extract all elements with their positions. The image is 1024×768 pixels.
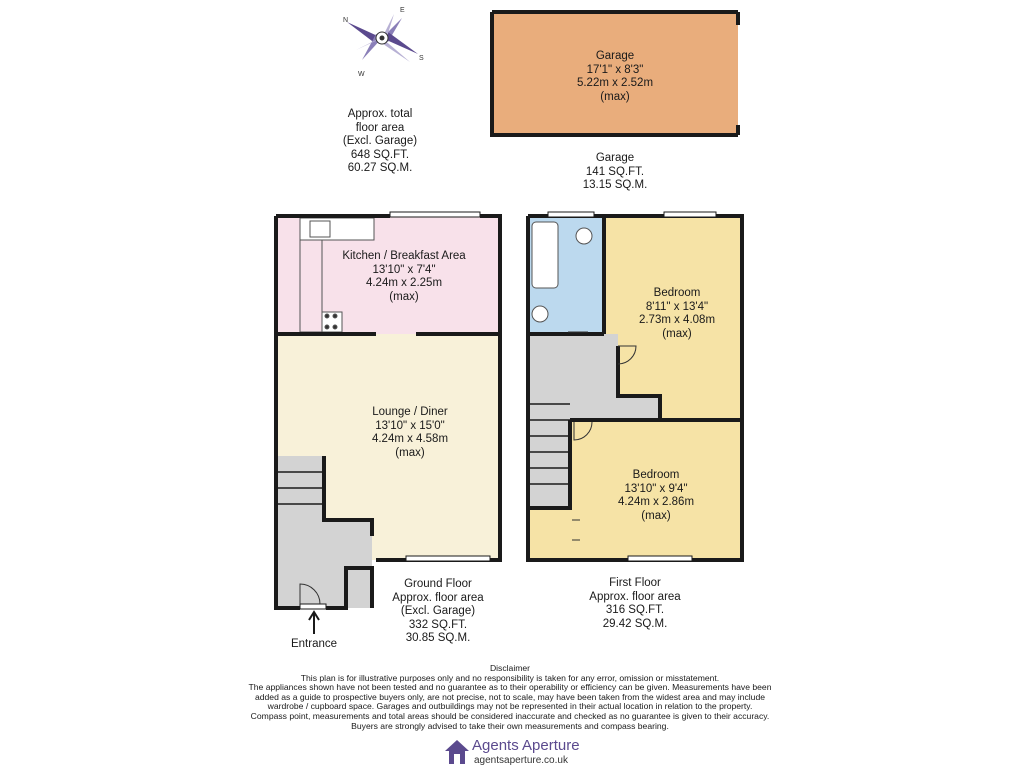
brand-name: Agents Aperture (472, 737, 580, 754)
compass-rose-icon (343, 7, 424, 78)
entrance-label: Entrance (290, 638, 338, 650)
lounge-label: Lounge / Diner 13'10" x 15'0" 4.24m x 4.58m (max) (371, 406, 449, 459)
toilet (576, 228, 592, 244)
brand-logo (444, 737, 604, 767)
entrance-arrow-icon (309, 612, 319, 634)
svg-text:E: E (400, 7, 405, 14)
bath-tub (532, 222, 558, 288)
bedroom-1-label: Bedroom 8'11" x 13'4" 2.73m x 4.08m (max) (638, 287, 716, 340)
house-logo-icon (444, 738, 470, 766)
svg-text:W: W (358, 71, 365, 78)
hallway (276, 520, 372, 608)
bedroom-2-label: Bedroom 13'10" x 9'4" 4.24m x 2.86m (max) (617, 469, 695, 522)
stairs-first (528, 388, 570, 508)
svg-text:N: N (343, 17, 349, 24)
garage-room-label: Garage 17'1" x 8'3" 5.22m x 2.52m (max) (576, 50, 654, 103)
kitchen-label: Kitchen / Breakfast Area 13'10" x 7'4" 4.24m x 2.25m (max) (342, 250, 466, 303)
total-area-label: Approx. total floor area (Excl. Garage) 648 SQ.FT. 60.27 SQ.M. (342, 108, 418, 174)
basin (532, 306, 548, 322)
disclaimer-text: Disclaimer This plan is for illustrative purposes only and no responsibility is taken for any error, omission or misstatement. The appliances shown have not been tested and no guarantee as to their operability or efficiency can be given. Measurements have been added as a guide to prospective buyers only, are not precise, not to scale, may have been taken from the widest area and may include wardrobe / cupboard space. Garages and outbuildings may not be represented in their actual location in relation to the property. Compass point, measurements and total areas should be considered inaccurate and checked as no guarantee is given to their accuracy. Buyers are strongly advised to take their own measurements and compass bearing. (248, 663, 772, 731)
garage-area-label: Garage 141 SQ.FT. 13.15 SQ.M. (582, 152, 648, 191)
brand-url: agentsaperture.co.uk (474, 755, 568, 766)
first-floor-area-label: First Floor Approx. floor area 316 SQ.FT. 29.42 SQ.M. (589, 577, 681, 630)
svg-text:S: S (419, 55, 424, 62)
ground-floor-area-label: Ground Floor Approx. floor area (Excl. Garage) 332 SQ.FT. 30.85 SQ.M. (392, 578, 484, 644)
